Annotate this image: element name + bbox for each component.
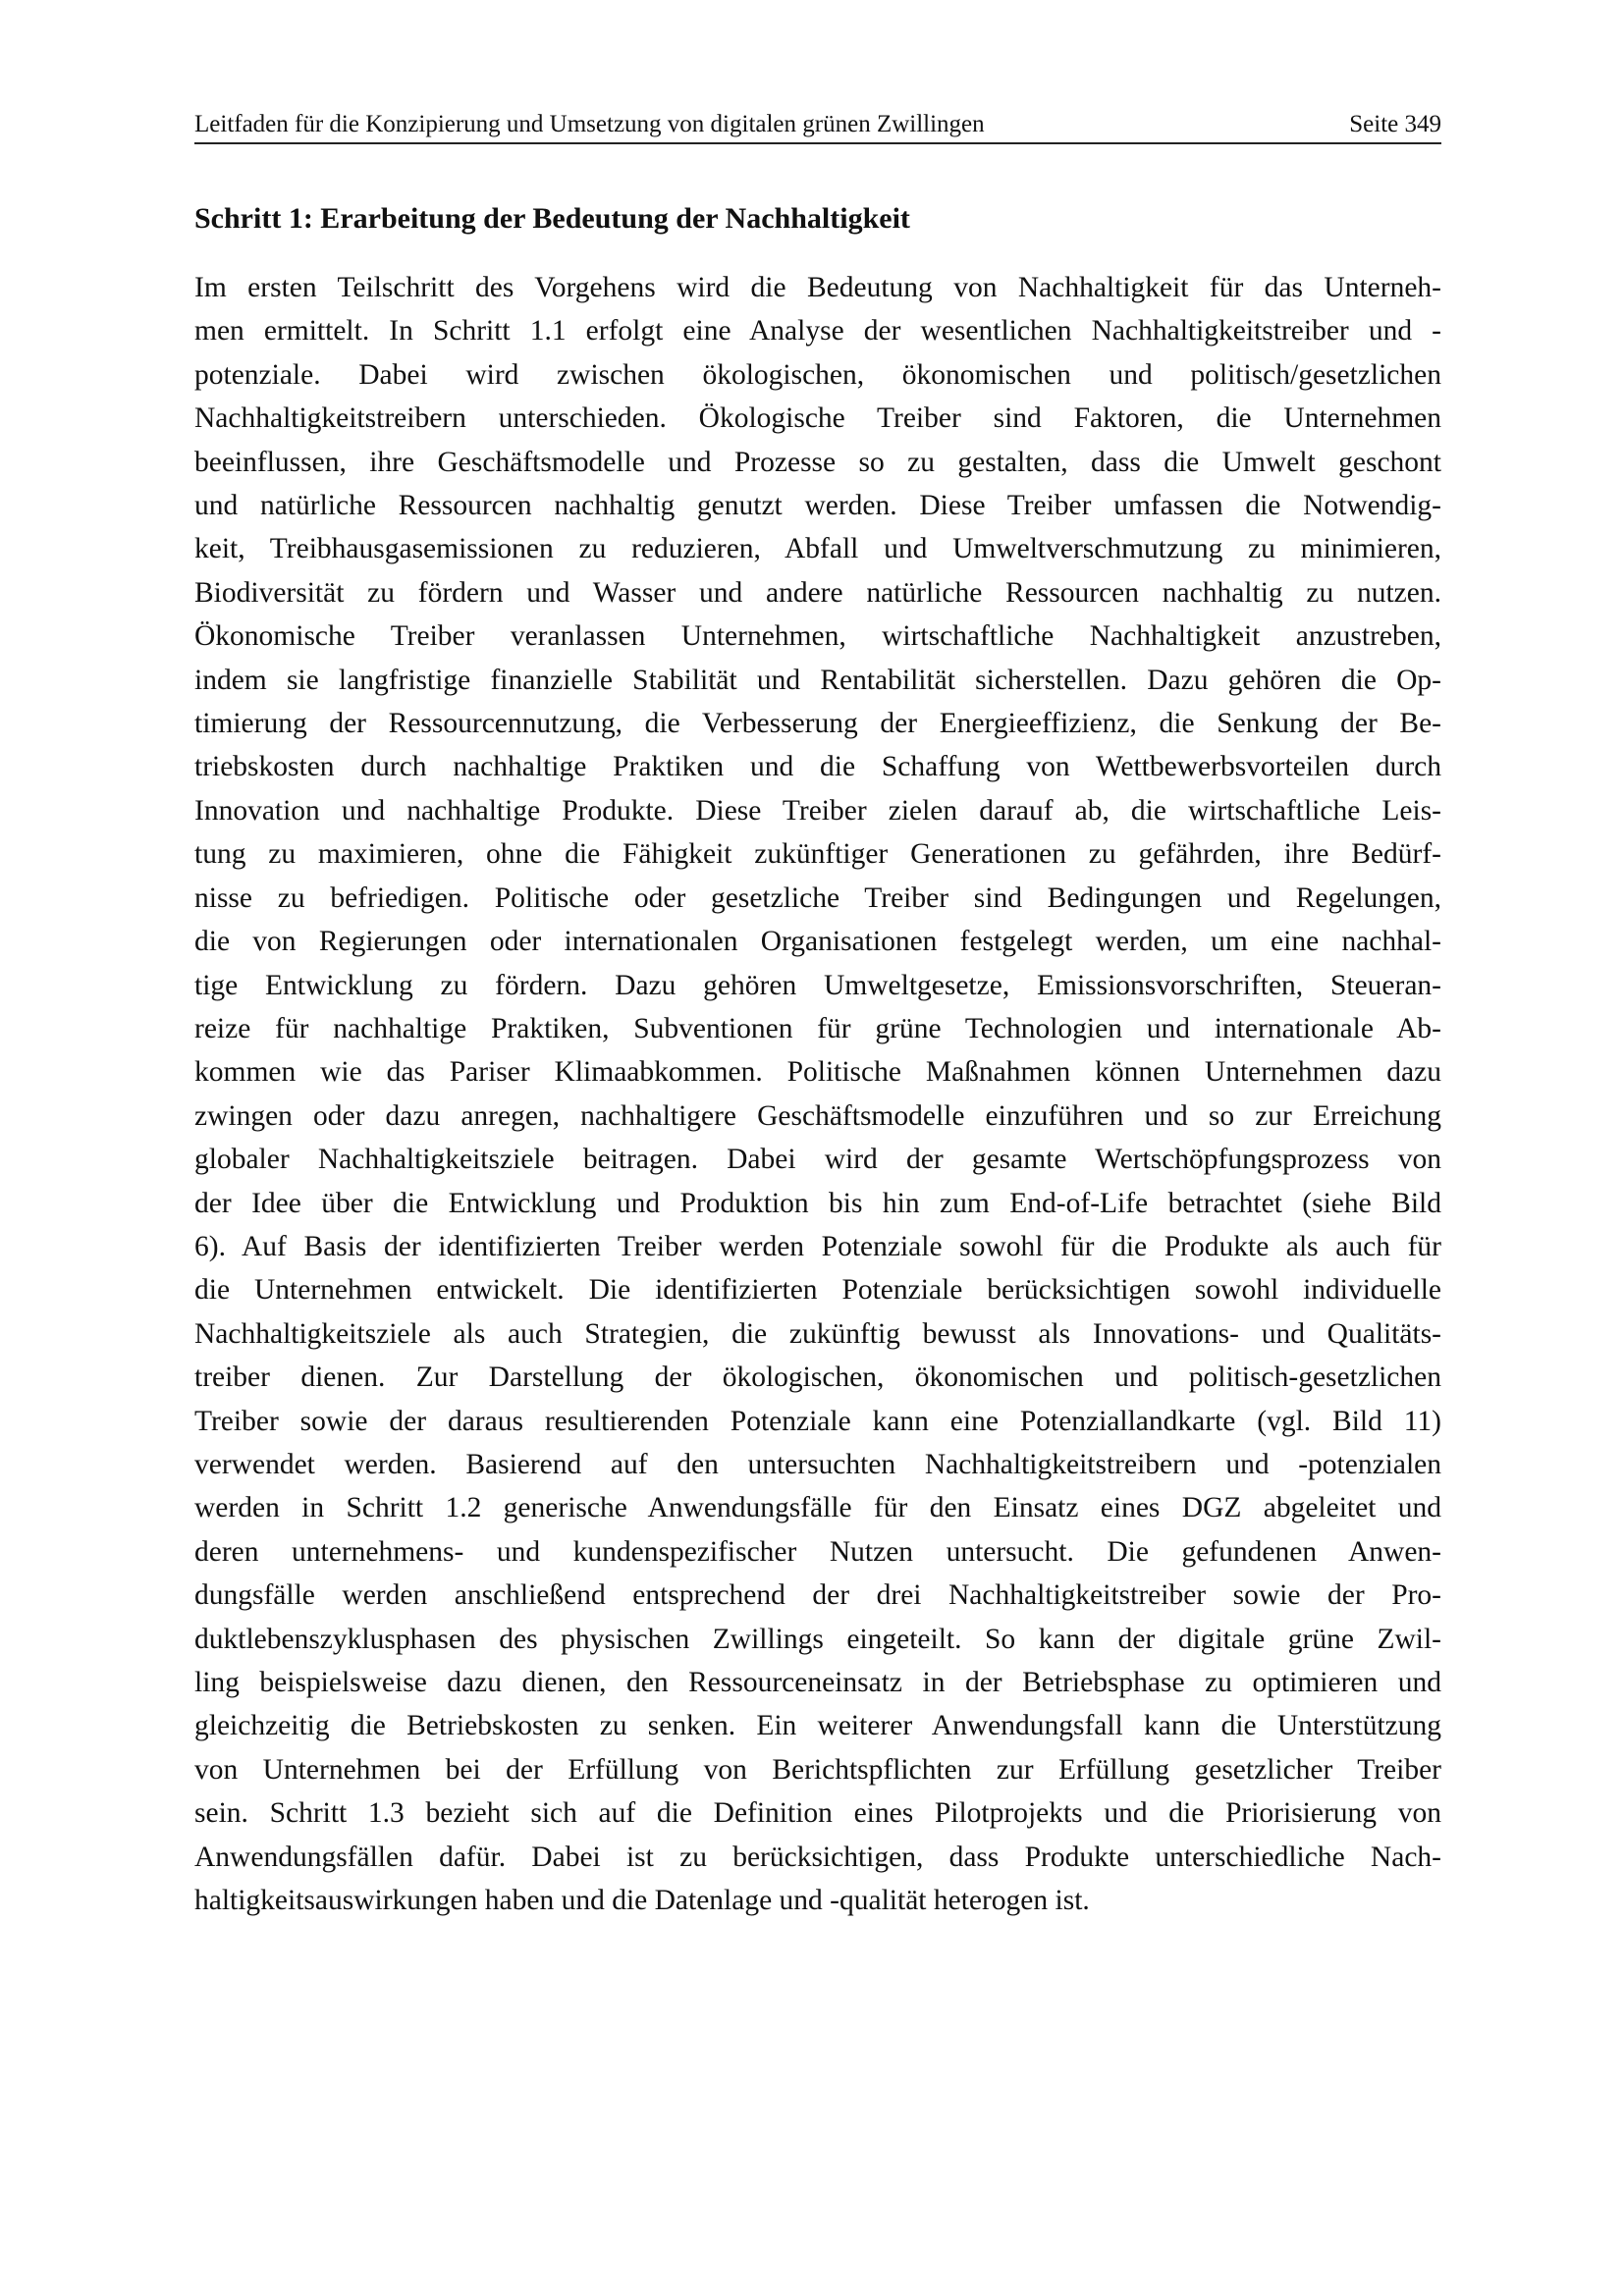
text-line: tige Entwicklung zu fördern. Dazu gehören Umweltgesetze, Emissionsvorschriften, Steueran- [194,969,1441,1001]
text-line: ling beispielsweise dazu dienen, den Ressourceneinsatz in der Betriebsphase zu optimieren und [194,1667,1441,1698]
text-line: potenziale. Dabei wird zwischen ökologischen, ökonomischen und politisch/gesetzlichen [194,358,1441,391]
text-line: verwendet werden. Basierend auf den untersuchten Nachhaltigkeitstreibern und -potenzialen [194,1448,1441,1480]
text-line: kommen wie das Pariser Klimaabkommen. Politische Maßnahmen können Unternehmen dazu [194,1056,1441,1089]
text-line: die von Regierungen oder internationalen Organisationen festgelegt werden, um eine nachhal- [194,926,1441,958]
header-title: Leitfaden für die Konzipierung und Umsetzung von digitalen grünen Zwillingen [194,111,985,137]
text-line: treiber dienen. Zur Darstellung der ökologischen, ökonomischen und politisch-gesetzlichen [194,1362,1441,1394]
text-line: deren unternehmens- und kundenspezifischer Nutzen untersucht. Die gefundenen Anwen- [194,1535,1441,1568]
text-line: tung zu maximieren, ohne die Fähigkeit zukünftiger Generationen zu gefährden, ihre Bedürf- [194,838,1441,871]
text-line: Innovation und nachhaltige Produkte. Diese Treiber zielen darauf ab, die wirtschaftliche Leis- [194,794,1441,827]
body-paragraph [194,266,1441,1922]
text-line: Anwendungsfällen dafür. Dabei ist zu berücksichtigen, dass Produkte unterschiedliche Nach- [194,1841,1441,1873]
text-line: Ökonomische Treiber veranlassen Unternehmen, wirtschaftliche Nachhaltigkeit anzustreben, [194,620,1441,653]
section-heading: Schritt 1: Erarbeitung der Bedeutung der Nachhaltigkeit [194,202,910,235]
text-line: timierung der Ressourcennutzung, die Verbesserung der Energieeffizienz, die Senkung der Be- [194,708,1441,740]
running-header [194,110,1441,144]
text-line: 6). Auf Basis der identifizierten Treiber werden Potenziale sowohl für die Produkte als auch für [194,1230,1441,1262]
text-line: Treiber sowie der daraus resultierenden Potenziale kann eine Potenziallandkarte (vgl. Bild 11) [194,1405,1441,1437]
text-line: keit, Treibhausgasemissionen zu reduzieren, Abfall und Umweltverschmutzung zu minimieren, [194,533,1441,565]
text-line: werden in Schritt 1.2 generische Anwendungsfälle für den Einsatz eines DGZ abgeleitet und [194,1492,1441,1524]
text-line: Biodiversität zu fördern und Wasser und andere natürliche Ressourcen nachhaltig zu nutzen. [194,576,1441,609]
text-line: Nachhaltigkeitstreibern unterschieden. Ökologische Treiber sind Faktoren, die Unternehmen [194,402,1441,435]
text-line: und natürliche Ressourcen nachhaltig genutzt werden. Diese Treiber umfassen die Notwendig- [194,490,1441,522]
text-line: triebskosten durch nachhaltige Praktiken und die Schaffung von Wettbewerbsvorteilen durch [194,751,1441,783]
text-line: men ermittelt. In Schritt 1.1 erfolgt eine Analyse der wesentlichen Nachhaltigkeitstreiber und - [194,315,1441,347]
text-line: nisse zu befriedigen. Politische oder gesetzliche Treiber sind Bedingungen und Regelungen, [194,881,1441,914]
text-line: gleichzeitig die Betriebskosten zu senken. Ein weiterer Anwendungsfall kann die Unterstützung [194,1710,1441,1742]
text-line: zwingen oder dazu anregen, nachhaltigere Geschäftsmodelle einzuführen und so zur Erreichung [194,1099,1441,1132]
text-line: Im ersten Teilschritt des Vorgehens wird die Bedeutung von Nachhaltigkeit für das Unterneh- [194,272,1441,303]
text-line: der Idee über die Entwicklung und Produktion bis hin zum End-of-Life betrachtet (siehe Bild [194,1187,1441,1219]
text-line: indem sie langfristige finanzielle Stabilität und Rentabilität sicherstellen. Dazu gehören die Op- [194,664,1441,696]
text-line: reize für nachhaltige Praktiken, Subventionen für grüne Technologien und internationale Ab- [194,1012,1441,1044]
text-line: Nachhaltigkeitsziele als auch Strategien, die zukünftig bewusst als Innovations- und Qualitäts- [194,1317,1441,1350]
text-line: haltigkeitsauswirkungen haben und die Datenlage und -qualität heterogen ist. [194,1885,1090,1917]
text-line: von Unternehmen bei der Erfüllung von Berichtspflichten zur Erfüllung gesetzlicher Treiber [194,1753,1441,1786]
text-line: duktlebenszyklusphasen des physischen Zwillings eingeteilt. So kann der digitale grüne Zwil- [194,1623,1441,1655]
document-page [194,110,1441,1922]
text-line: dungsfälle werden anschließend entsprechend der drei Nachhaltigkeitstreiber sowie der Pro- [194,1579,1441,1612]
page-number: Seite 349 [1349,111,1441,137]
text-line: beeinflussen, ihre Geschäftsmodelle und Prozesse so zu gestalten, dass die Umwelt geschont [194,446,1441,478]
text-line: sein. Schritt 1.3 bezieht sich auf die Definition eines Pilotprojekts und die Priorisierung von [194,1797,1441,1830]
text-line: die Unternehmen entwickelt. Die identifizierten Potenziale berücksichtigen sowohl individuelle [194,1274,1441,1307]
text-line: globaler Nachhaltigkeitsziele beitragen. Dabei wird der gesamte Wertschöpfungsprozess von [194,1144,1441,1176]
